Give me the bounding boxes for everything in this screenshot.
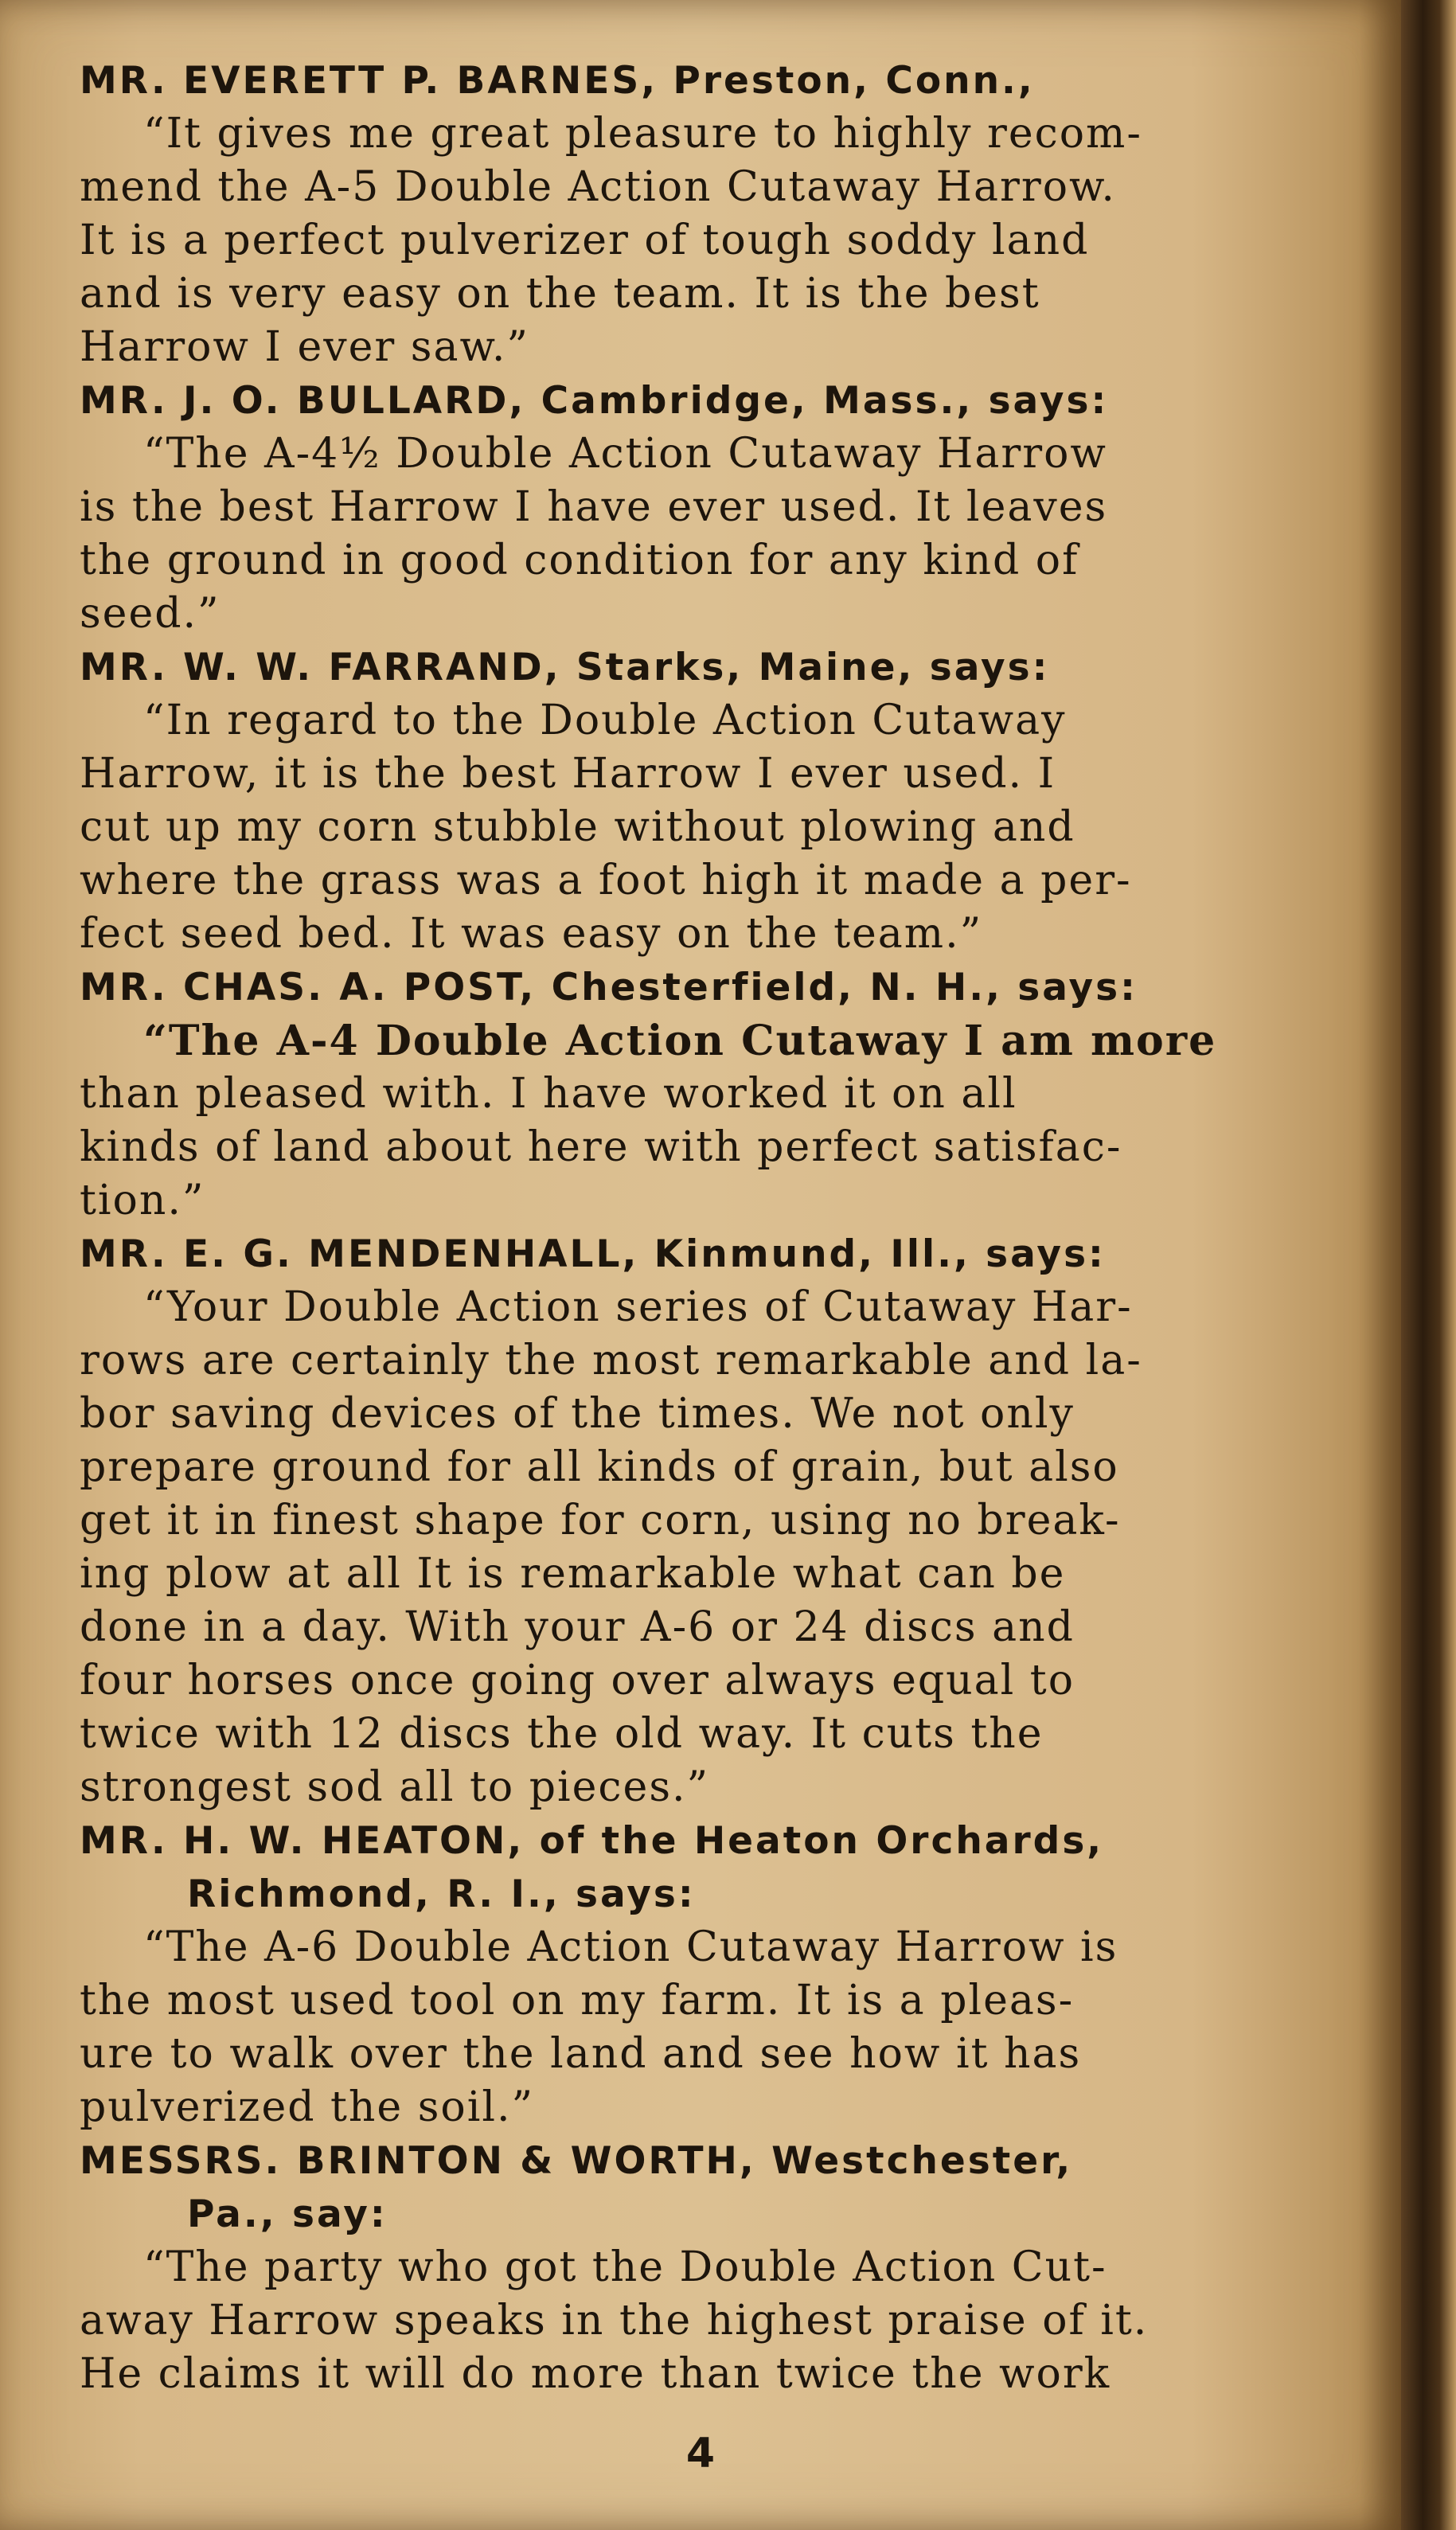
quote-line: than pleased with. I have worked it on all [80,1070,1017,1118]
testimonial-heading: MR. E. G. MENDENHALL, Kinmund, Ill., says: [80,1232,1106,1276]
quote-line: strongest sod all to pieces.” [80,1763,710,1811]
testimonials-column [80,54,1377,2401]
testimonial-mendenhall [80,1228,1377,1814]
quote-line: twice with 12 discs the old way. It cuts the [80,1710,1044,1758]
testimonial-brinton-worth [80,2134,1377,2401]
quote-line: the ground in good condition for any kind of [80,537,1079,584]
testimonial-heading: MR. EVERETT P. BARNES, Preston, Conn., [80,59,1035,103]
quote-line: prepare ground for all kinds of grain, but also [80,1443,1119,1491]
testimonial-quote [80,1281,1377,1814]
testimonial-farrand [80,641,1377,961]
quote-line: rows are certainly the most remarkable and la- [80,1337,1142,1384]
page-gutter [1401,0,1456,2530]
testimonial-heading-continued: Pa., say: [187,2192,388,2236]
quote-line: “Your Double Action series of Cutaway Har- [143,1283,1133,1331]
quote-line: “The party who got the Double Action Cut- [143,2243,1107,2291]
testimonial-post [80,961,1377,1228]
testimonial-heading-continued: Richmond, R. I., says: [187,1872,696,1916]
quote-line: Harrow, it is the best Harrow I ever used. I [80,750,1056,798]
testimonial-barnes [80,54,1377,374]
page-number: 4 [685,2430,716,2477]
quote-line: where the grass was a foot high it made a per- [80,857,1132,904]
quote-line: cut up my corn stubble without plowing and [80,803,1075,851]
quote-line: four horses once going over always equal to [80,1657,1075,1704]
testimonial-heading: MR. W. W. FARRAND, Starks, Maine, says: [80,646,1050,689]
quote-line: It is a perfect pulverizer of tough soddy land [80,217,1090,264]
quote-line: fect seed bed. It was easy on the team.” [80,910,983,958]
quote-line: “The A-4 Double Action Cutaway I am more [143,1017,1217,1065]
quote-line: kinds of land about here with perfect satisfac- [80,1123,1122,1171]
quote-line: get it in finest shape for corn, using no break- [80,1497,1121,1544]
testimonial-heading: MR. J. O. BULLARD, Cambridge, Mass., says: [80,379,1109,423]
testimonial-quote [80,694,1377,961]
quote-line: tion.” [80,1177,205,1224]
quote-line: mend the A-5 Double Action Cutaway Harrow. [80,163,1116,211]
quote-line: the most used tool on my farm. It is a pleas- [80,1977,1075,2024]
quote-line: seed.” [80,590,221,638]
quote-line: “It gives me great pleasure to highly recom- [143,110,1142,158]
testimonial-heaton [80,1814,1377,2134]
quote-line: Harrow I ever saw.” [80,323,529,371]
quote-line: and is very easy on the team. It is the best [80,270,1040,318]
quote-line: “In regard to the Double Action Cutaway [143,697,1067,744]
quote-line: “The A-4½ Double Action Cutaway Harrow [143,430,1107,478]
quote-line: He claims it will do more than twice the work [80,2350,1111,2398]
testimonial-quote [80,2241,1377,2401]
testimonial-heading: MR. H. W. HEATON, of the Heaton Orchards, [80,1819,1104,1863]
testimonial-heading: MESSRS. BRINTON & WORTH, Westchester, [80,2139,1073,2183]
testimonial-quote [80,107,1377,374]
quote-line: pulverized the soil.” [80,2083,535,2131]
quote-line: ure to walk over the land and see how it has [80,2030,1082,2078]
quote-line: “The A-6 Double Action Cutaway Harrow is [143,1923,1118,1971]
testimonial-quote [80,428,1377,641]
testimonial-bullard [80,374,1377,641]
testimonial-quote [80,1014,1377,1228]
quote-line: is the best Harrow I have ever used. It leaves [80,483,1108,531]
quote-line: bor saving devices of the times. We not only [80,1390,1075,1438]
quote-line: away Harrow speaks in the highest praise of it. [80,2297,1149,2345]
quote-line: ing plow at all It is remarkable what can be [80,1550,1066,1598]
testimonial-quote [80,1921,1377,2134]
quote-line: done in a day. With your A-6 or 24 discs and [80,1603,1075,1651]
testimonial-heading: MR. CHAS. A. POST, Chesterfield, N. H., says: [80,966,1138,1009]
